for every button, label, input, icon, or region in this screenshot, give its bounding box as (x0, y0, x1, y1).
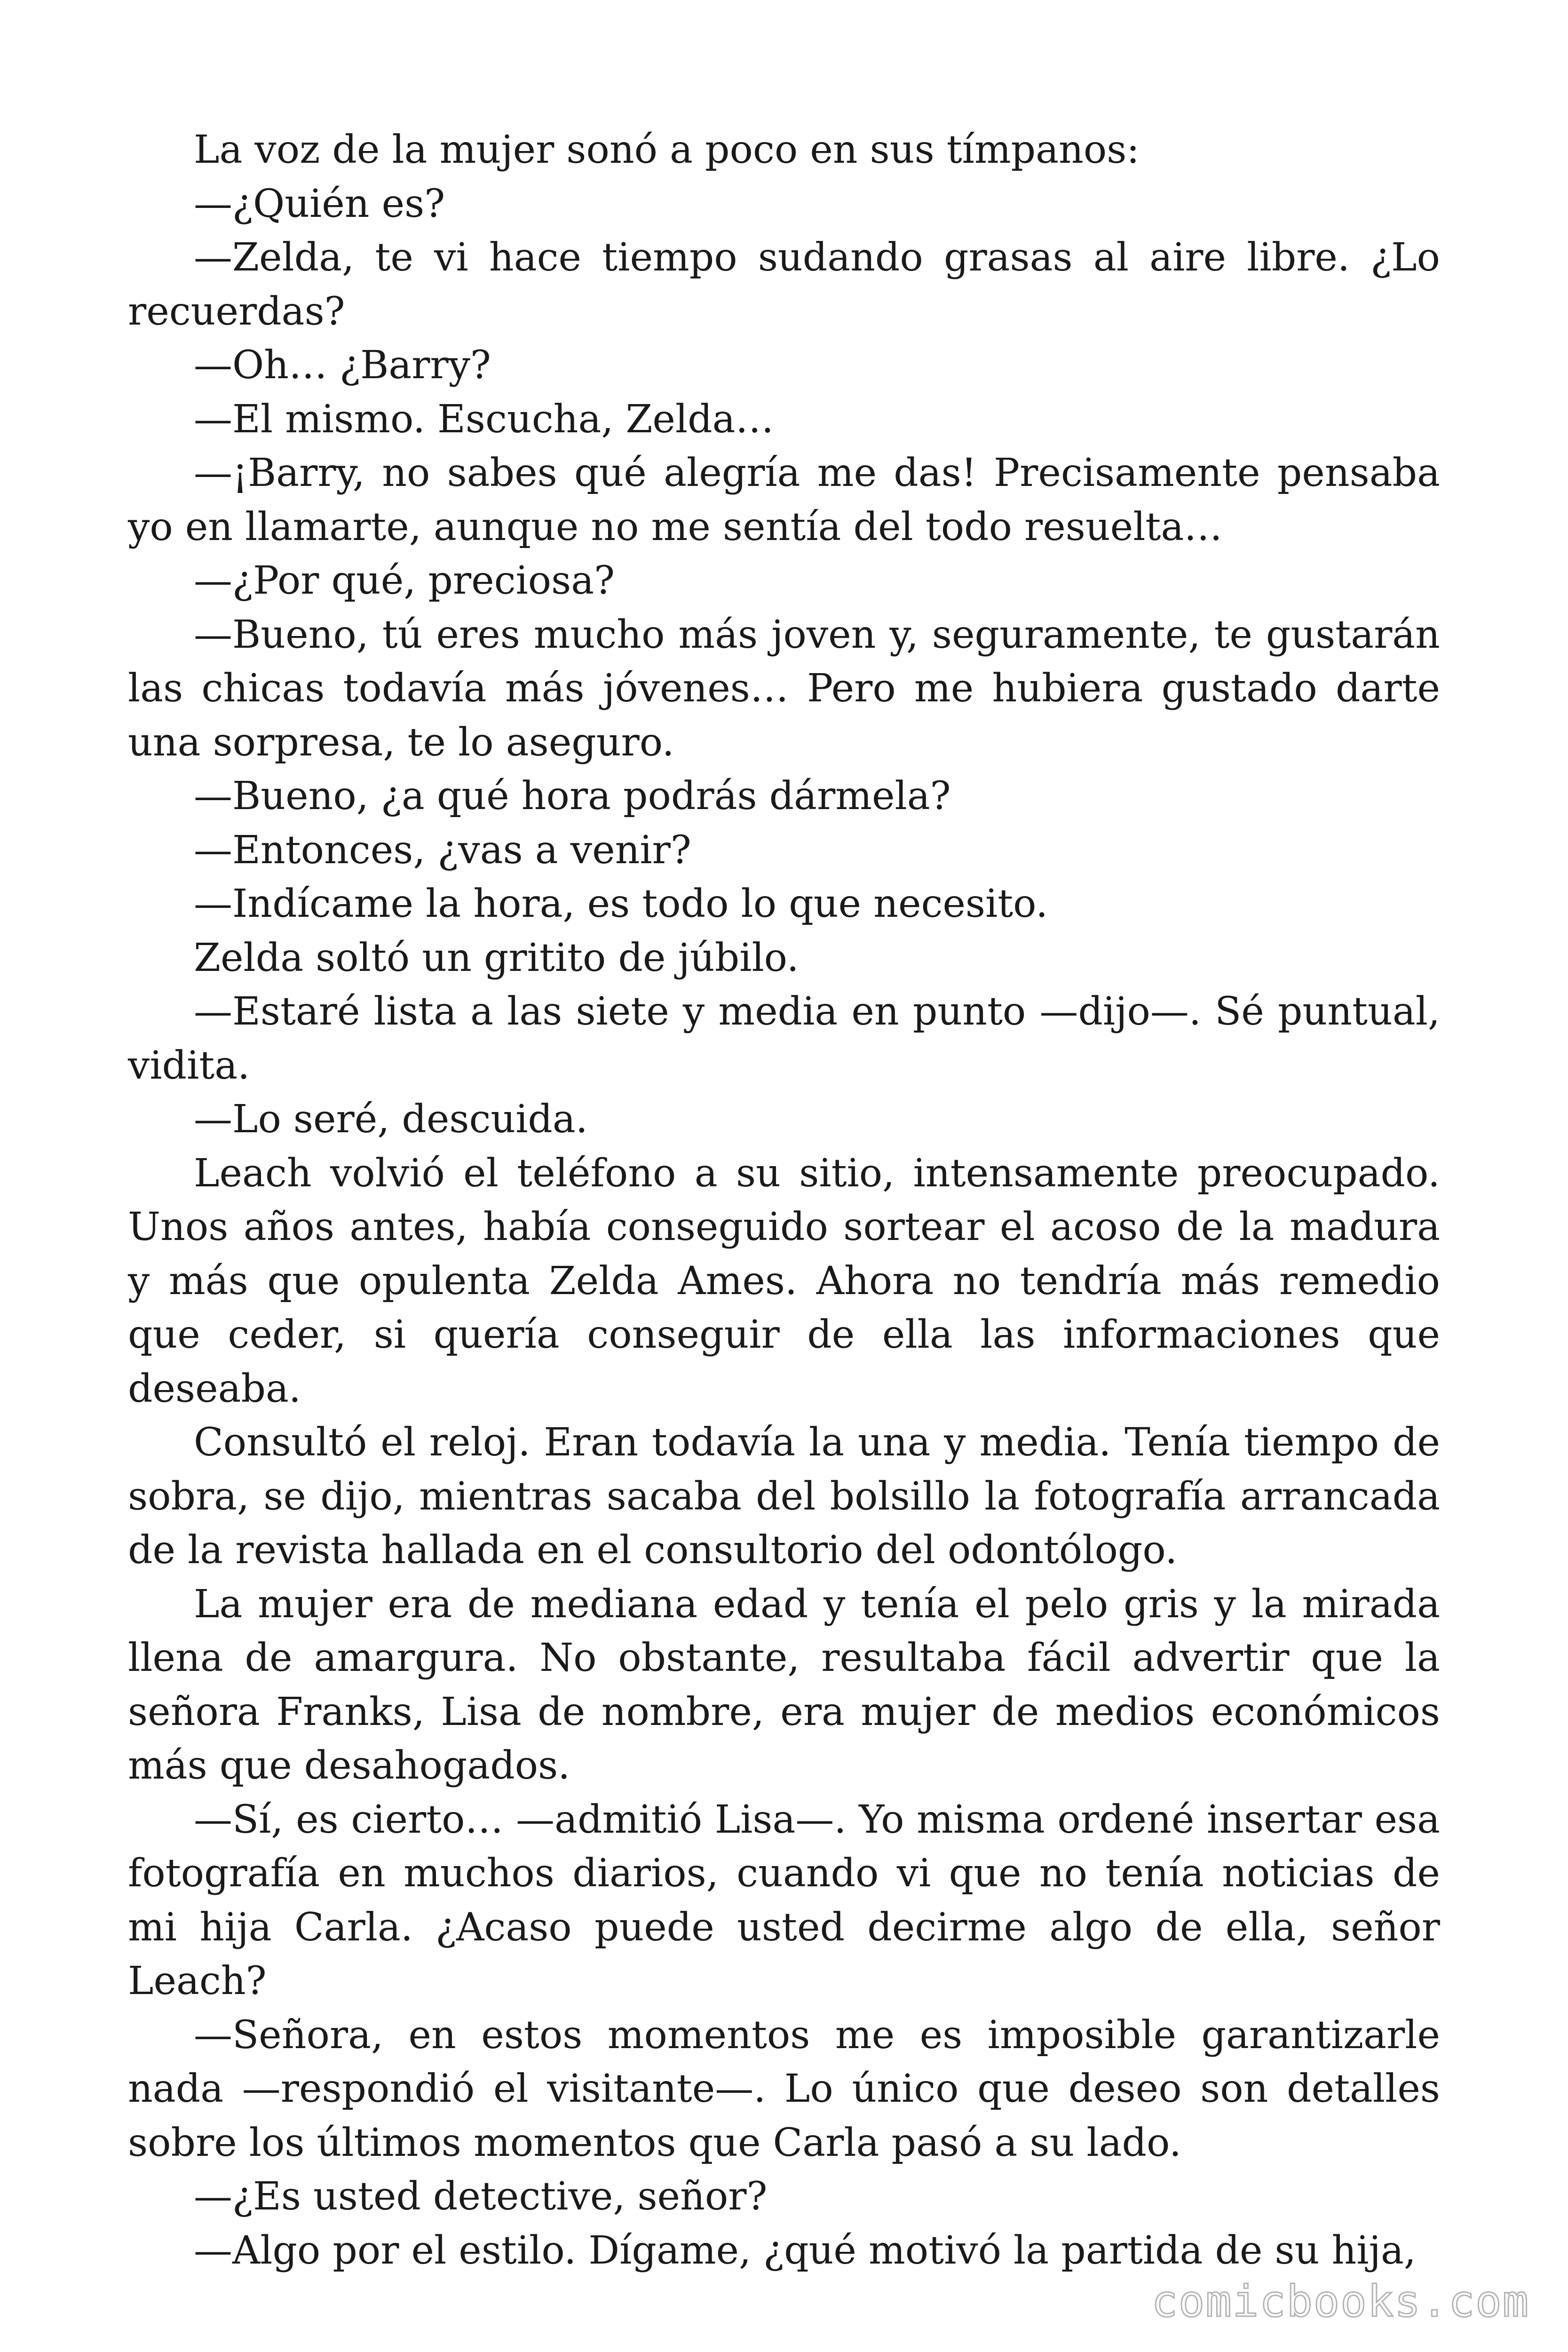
paragraph: —El mismo. Escucha, Zelda… (194, 397, 774, 442)
paragraph: —Algo por el estilo. Dígame, ¿qué motivó la partida de su hija, (194, 2228, 1416, 2273)
paragraph: —Estaré lista a las siete y media en punto —dijo—. Sé puntual, vidita. (128, 989, 1440, 1088)
paragraph: —Bueno, tú eres mucho más joven y, seguramente, te gustarán las chicas todavía más jóvenes… Pero me hubiera gustado darte una sorpresa, te lo aseguro. (128, 612, 1440, 765)
paragraph: —Entonces, ¿vas a venir? (194, 827, 691, 873)
paragraph: —¿Quién es? (194, 181, 445, 226)
paragraph: —Bueno, ¿a qué hora podrás dármela? (194, 774, 951, 818)
paragraph: —Indícame la hora, es todo lo que necesito. (194, 882, 1048, 926)
paragraph: —¿Por qué, preciosa? (194, 558, 615, 603)
paragraph: La mujer era de mediana edad y tenía el pelo gris y la mirada llena de amargura. No obstante, resultaba fácil advertir que la señora Franks, Lisa de nombre, era mujer de medios económicos más que desahogados. (128, 1581, 1440, 1788)
book-page-text (128, 123, 1440, 2278)
paragraph: —Sí, es cierto… —admitió Lisa—. Yo misma ordené insertar esa fotografía en muchos diarios, cuando vi que no tenía noticias de mi hija Carla. ¿Acaso puede usted decirme algo de ella, señor Leach? (128, 1797, 1440, 2003)
paragraph: —Oh… ¿Barry? (194, 343, 491, 388)
paragraph: —Señora, en estos momentos me es imposible garantizarle nada —respondió el visitante—. Lo único que deseo son detalles sobre los últimos momentos que Carla pasó a su lado. (128, 2012, 1440, 2165)
paragraph: —¡Barry, no sabes qué alegría me das! Precisamente pensaba yo en llamarte, aunque no me sentía del todo resuelta… (128, 451, 1440, 549)
paragraph: —¿Es usted detective, señor? (194, 2174, 768, 2219)
paragraph: La voz de la mujer sonó a poco en sus tímpanos: (194, 127, 1140, 172)
paragraph: —Zelda, te vi hace tiempo sudando grasas al aire libre. ¿Lo recuerdas? (128, 235, 1440, 334)
paragraph: Consultó el reloj. Eran todavía la una y media. Tenía tiempo de sobra, se dijo, mientras sacaba del bolsillo la fotografía arrancada de la revista hallada en el consultorio del odontólogo. (128, 1420, 1440, 1573)
paragraph: —Lo seré, descuida. (194, 1097, 588, 1142)
watermark: comicbooks.com (1151, 2276, 1529, 2327)
paragraph: Leach volvió el teléfono a su sitio, intensamente preocupado. Unos años antes, había conseguido sortear el acoso de la madura y más que opulenta Zelda Ames. Ahora no tendría más remedio que ceder, si quería conseguir de ella las informaciones que deseaba. (128, 1151, 1440, 1411)
paragraph: Zelda soltó un gritito de júbilo. (194, 935, 799, 980)
